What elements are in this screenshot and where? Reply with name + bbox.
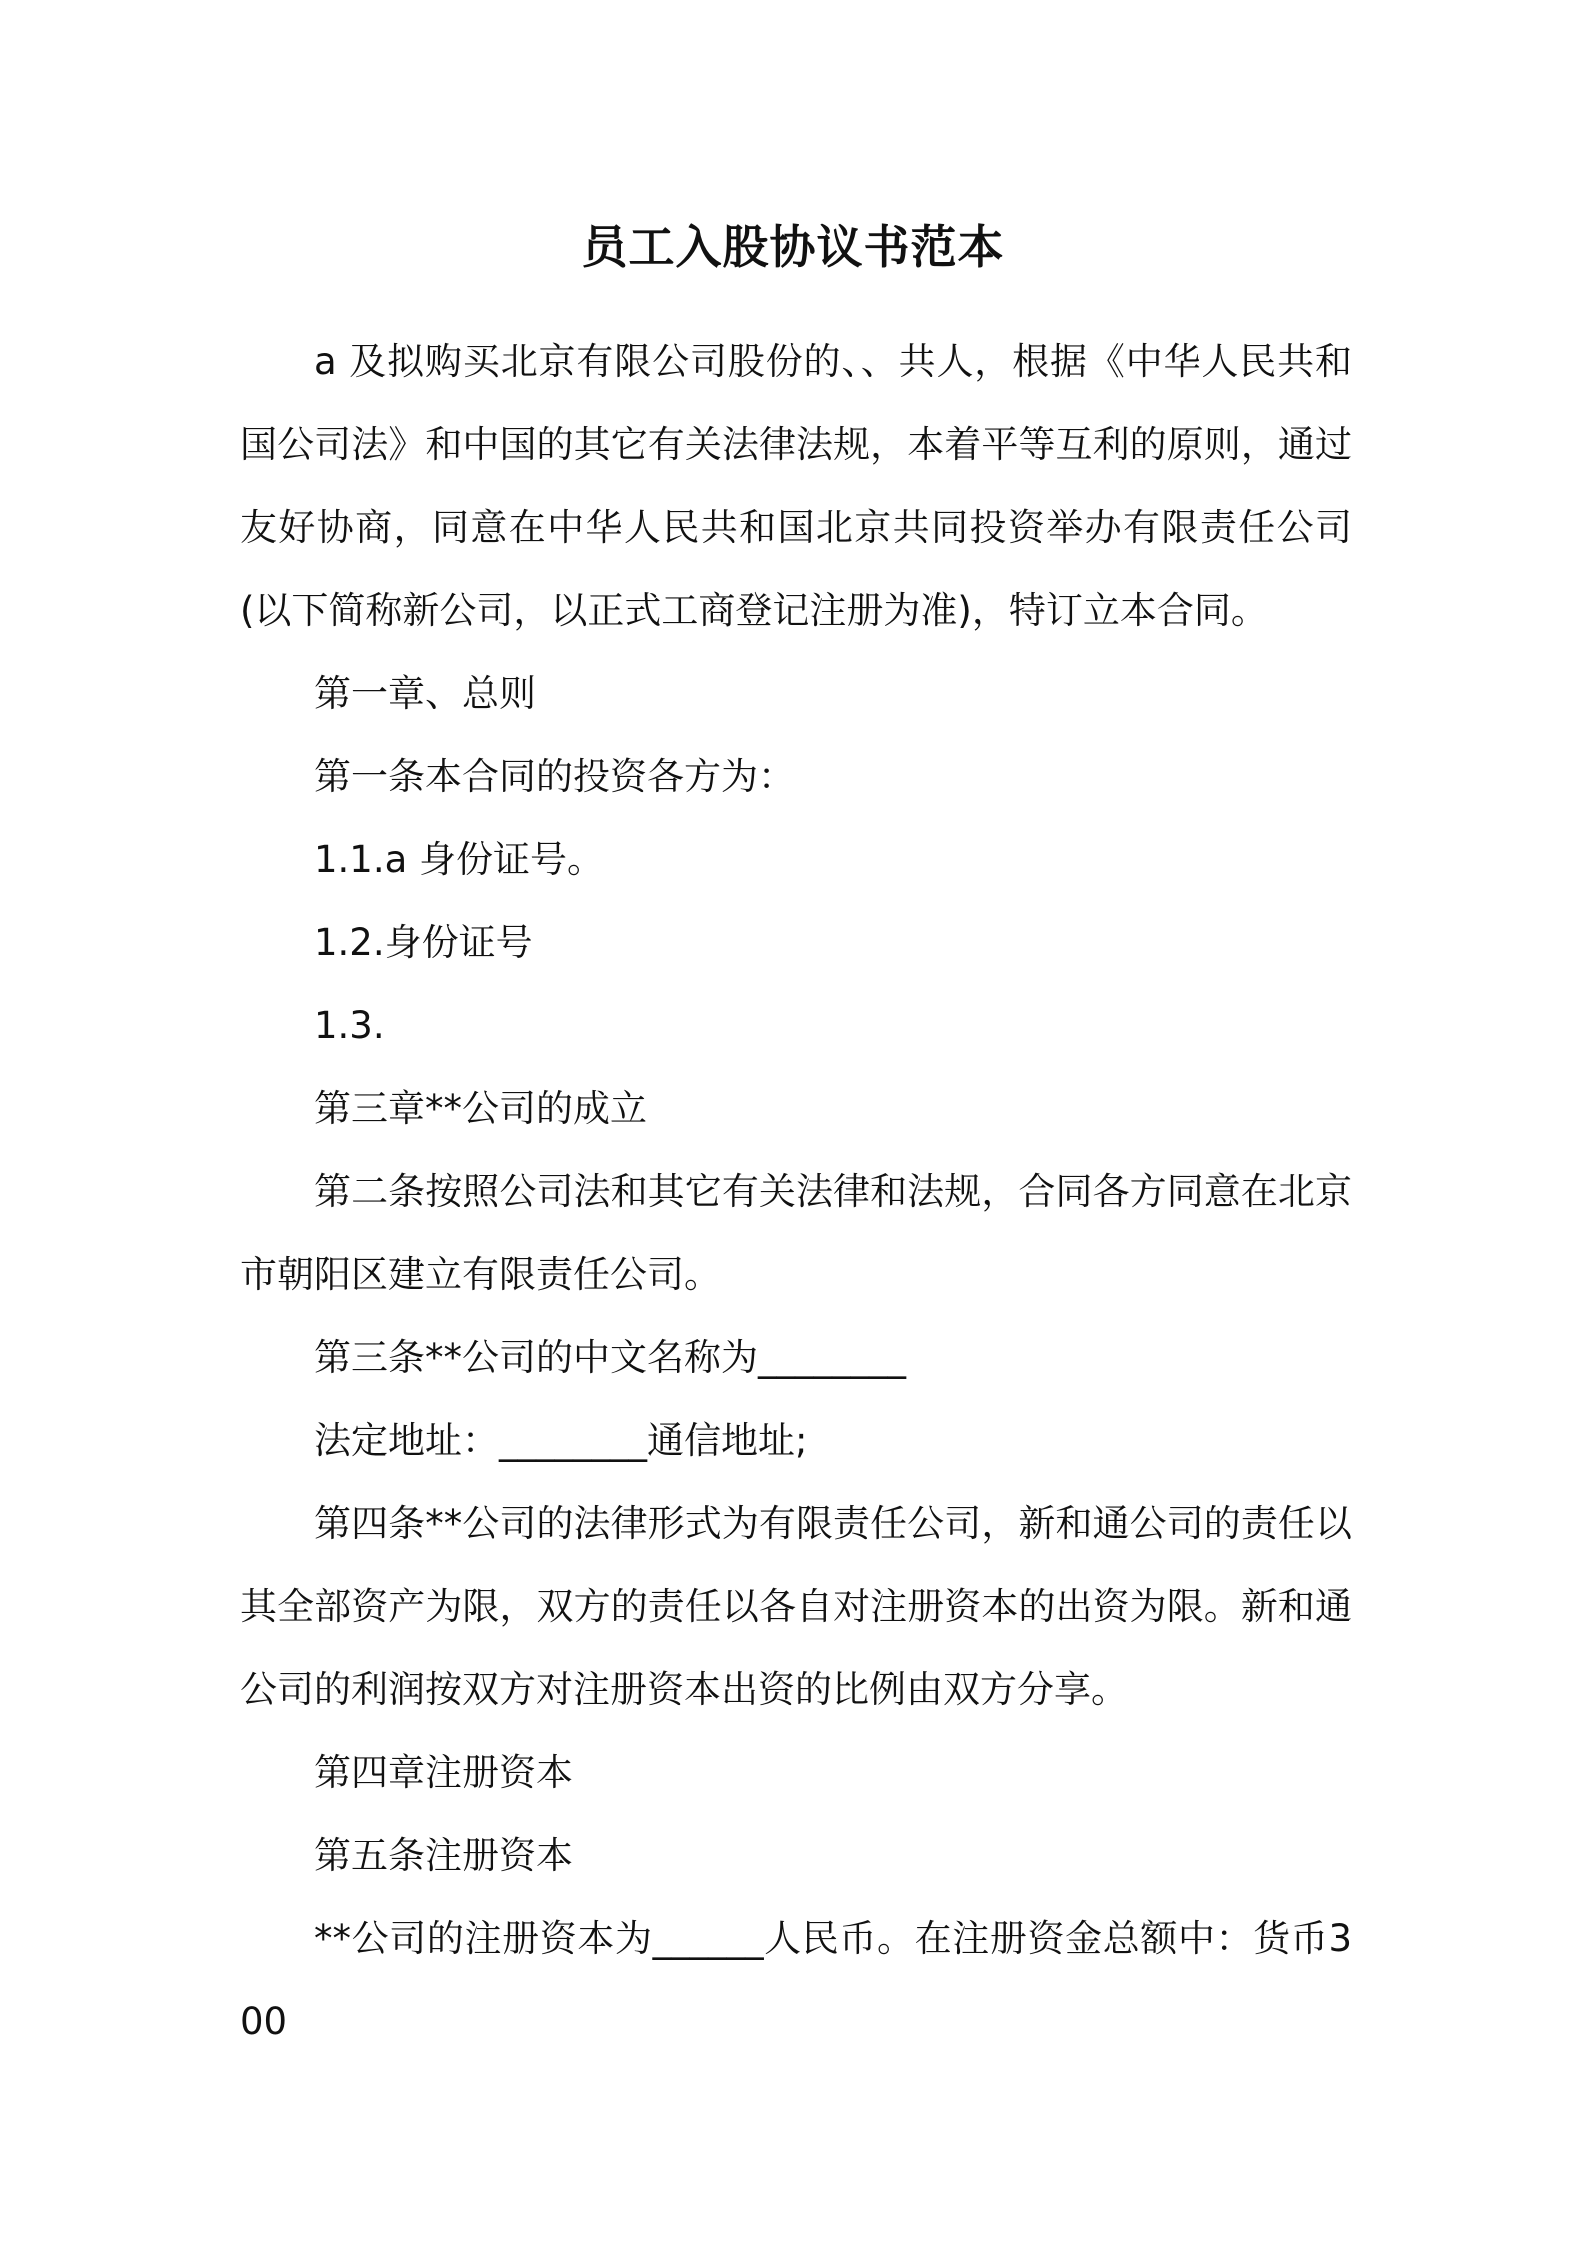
chapter-3-heading: 第三章**公司的成立 [314, 1087, 647, 1130]
item-1-2: 1.2.身份证号 [314, 921, 533, 964]
article-5-heading: 第五条注册资本 [314, 1834, 573, 1877]
item-1-3: 1.3. [314, 1004, 385, 1047]
address-line: 法定地址：________通信地址; [314, 1419, 808, 1462]
chapter-1-heading: 第一章、总则 [314, 672, 536, 715]
article-2: 第二条按照公司法和其它有关法律和法规，合同各方同意在北京市朝阳区建立有限责任公司。 [240, 1170, 1352, 1296]
paragraph-preamble: a 及拟购买北京有限公司股份的、、共人，根据《中华人民共和国公司法》和中国的其它有关法律法规，本着平等互利的原则，通过友好协商，同意在中华人民共和国北京共同投资举办有限责任公司(以下简称新公司，以正式工商登记注册为准)，特订立本合同。 [240, 340, 1352, 632]
document-body [240, 320, 1352, 2063]
article-5-text: **公司的注册资本为______人民币。在注册资金总额中：货币300 [240, 1917, 1352, 2043]
article-4: 第四条**公司的法律形式为有限责任公司，新和通公司的责任以其全部资产为限，双方的责任以各自对注册资本的出资为限。新和通公司的利润按双方对注册资本出资的比例由双方分享。 [240, 1502, 1352, 1711]
article-3: 第三条**公司的中文名称为________ [314, 1336, 906, 1379]
document-title: 员工入股协议书范本 [581, 220, 1005, 274]
item-1-1: 1.1.a 身份证号。 [314, 838, 605, 881]
chapter-4-heading: 第四章注册资本 [314, 1751, 573, 1794]
article-1: 第一条本合同的投资各方为： [314, 755, 795, 798]
